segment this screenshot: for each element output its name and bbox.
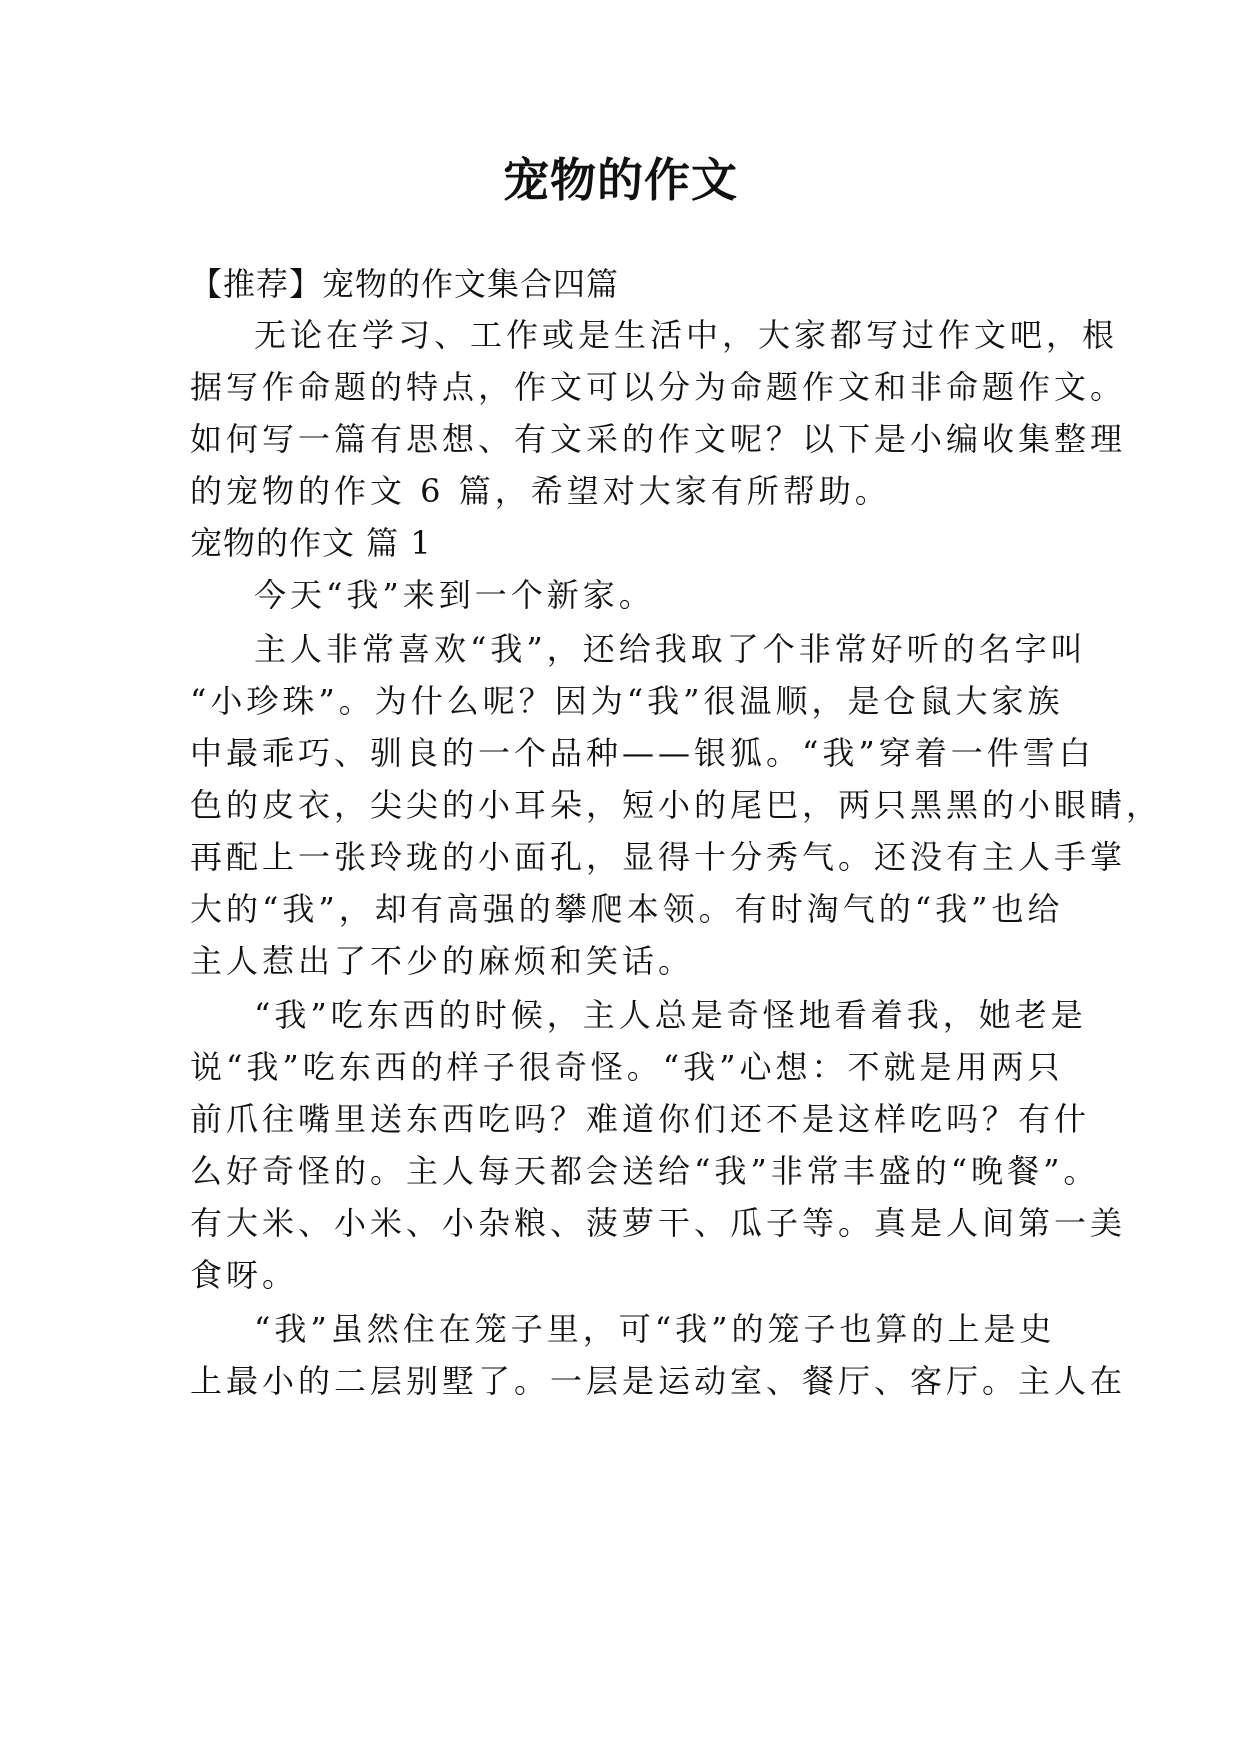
intro-line-1: 无论在学习、工作或是生活中，大家都写过作文吧，根: [254, 316, 1119, 354]
intro-line-2: 据写作命题的特点，作文可以分为命题作文和非命题作文。: [190, 368, 1127, 406]
paragraph-2-line-3: 中最乖巧、驯良的一个品种——银狐。“我”穿着一件雪白: [190, 734, 1095, 772]
paragraph-3-line-3: 前爪往嘴里送东西吃吗？难道你们还不是这样吃吗？有什: [190, 1100, 1091, 1138]
paragraph-3-line-2: 说“我”吃东西的样子很奇怪。“我”心想：不就是用两只: [190, 1048, 1064, 1086]
paragraph-3-line-1: “我”吃东西的时候，主人总是奇怪地看着我，她老是: [254, 996, 1087, 1034]
paragraph-2-line-6: 大的“我”，却有高强的攀爬本领。有时淘气的“我”也给: [190, 890, 1064, 928]
paragraph-3-line-4: 么好奇怪的。主人每天都会送给“我”非常丰盛的“晚餐”。: [190, 1152, 1100, 1190]
section-heading: 宠物的作文 篇 1: [190, 524, 432, 562]
paragraph-2-line-2: “小珍珠”。为什么呢？因为“我”很温顺，是仓鼠大家族: [190, 682, 1064, 720]
paragraph-2-line-4: 色的皮衣，尖尖的小耳朵，短小的尾巴，两只黑黑的小眼睛，: [190, 786, 1163, 824]
intro-line-3: 如何写一篇有思想、有文采的作文呢？以下是小编收集整理: [190, 420, 1127, 458]
paragraph-1-line-1: 今天“我”来到一个新家。: [254, 576, 655, 614]
paragraph-4-line-1: “我”虽然住在笼子里，可“我”的笼子也算的上是史: [254, 1310, 1056, 1348]
document-title: 宠物的作文: [503, 153, 738, 207]
paragraph-3-line-5: 有大米、小米、小杂粮、菠萝干、瓜子等。真是人间第一美: [190, 1204, 1127, 1242]
paragraph-2-line-5: 再配上一张玲珑的小面孔，显得十分秀气。还没有主人手掌: [190, 838, 1127, 876]
paragraph-3-line-6: 食呀。: [190, 1256, 299, 1294]
paragraph-2-line-1: 主人非常喜欢“我”，还给我取了个非常好听的名字叫: [254, 630, 1087, 668]
intro-heading: 【推荐】宠物的作文集合四篇: [190, 265, 620, 303]
paragraph-4-line-2: 上最小的二层别墅了。一层是运动室、餐厅、客厅。主人在: [190, 1362, 1127, 1400]
paragraph-2-line-7: 主人惹出了不少的麻烦和笑话。: [190, 942, 695, 980]
intro-line-4: 的宠物的作文 6 篇，希望对大家有所帮助。: [190, 472, 891, 510]
